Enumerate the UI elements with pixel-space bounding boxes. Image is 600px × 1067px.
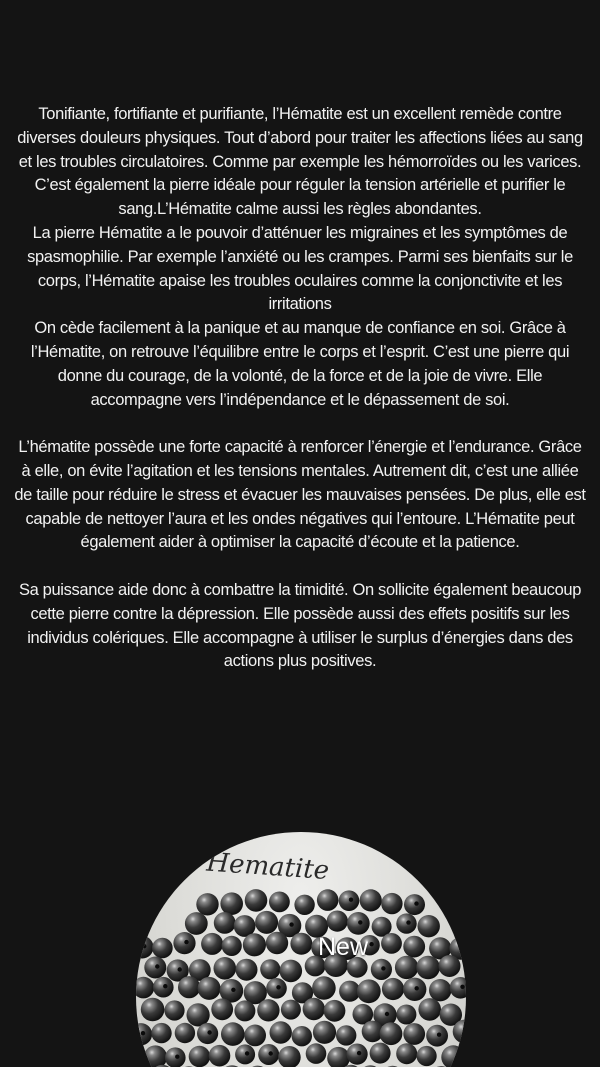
handwriting-layer (136, 832, 466, 1067)
paragraph-spacer (14, 555, 586, 579)
paragraph-timidity: Sa puissance aide donc à combattre la timidité. On sollicite également beaucoup cette pierre contre la dépression. Elle possède aussi des effets positifs sur les individus colériques. Elle accompagne à utiliser le surplus d’énergies dans des actions plus positives. (18, 580, 582, 671)
handwritten-label: Hematite (205, 847, 331, 887)
paragraph-energy: L’hématite possède une forte capacité à renforcer l’énergie et l’endurance. Grâce à elle, on évite l’agitation et les tensions mentales. Autrement dit, c’est une alliée de taille pour réduire le stress et évacuer les mauvaises pensées. De plus, elle est capable de nettoyer l’aura et les ondes négatives qui l’entoure. L’Hématite peut également aider à optimiser la capacité d’écoute et la patience. (14, 438, 586, 552)
new-sticker[interactable]: New (318, 933, 369, 961)
hematite-beads-photo (136, 832, 466, 1067)
paragraph-benefits-physical: Tonifiante, fortifiante et purifiante, l’Hématite est un excellent remède contre diverses douleurs physiques. Tout d’abord pour traiter les affections liées au sang et les troubles circulatoires. Comme par exemple les hémorroïdes ou les varices. C’est également la pierre idéale pour réguler la tension artérielle et purifier le sang.L’Hématite calme aussi les règles abondantes. (17, 105, 583, 219)
paragraph-spacer (14, 412, 586, 436)
paragraph-migraines: La pierre Hématite a le pouvoir d’atténuer les migraines et les symptômes de spasmophilie. Par exemple l’anxiété ou les crampes. Parmi ses bienfaits sur le corps, l’Hématite apaise les troubles oculaires comme la conjonctivite et les irritations (27, 223, 573, 314)
story-text-block (14, 103, 586, 674)
paragraph-balance: On cède facilement à la panique et au manque de confiance en soi. Grâce à l’Hématite, on retrouve l’équilibre entre le corps et l’esprit. C’est une pierre qui donne du courage, de la volonté, de la force et de la joie de vivre. Elle accompagne vers l’indépendance et le dépassement de soi. (30, 319, 570, 409)
